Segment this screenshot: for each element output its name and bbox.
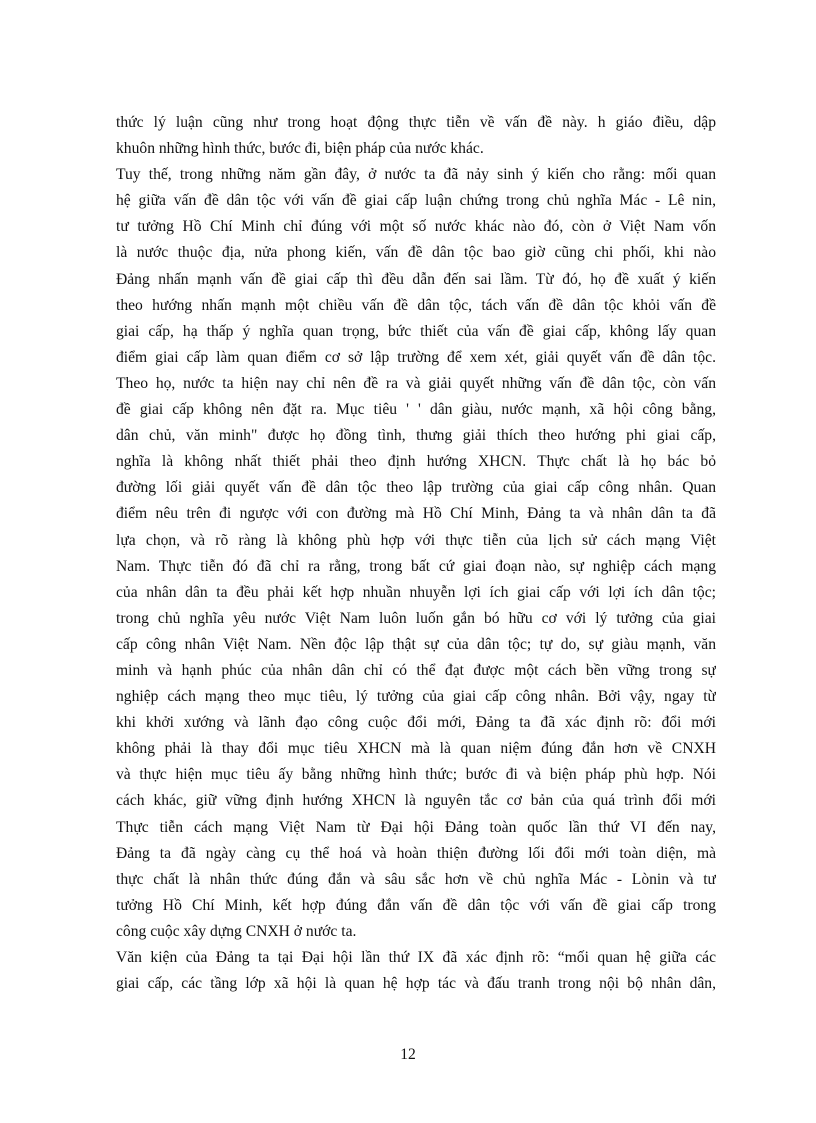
text-line: là nước thuộc địa, nửa phong kiến, vấn đề dân tộc bao giờ cũng chi phối, khi nào xyxy=(116,244,716,262)
text-line: Theo họ, nước ta hiện nay chỉ nên đề ra và giải quyết những vấn đề dân tộc, còn vấn xyxy=(116,374,716,392)
text-line: Văn kiện của Đảng ta tại Đại hội lần thứ IX đã xác định rõ: “mối quan hệ giữa các xyxy=(116,949,716,966)
text-line: Nam. Thực tiễn đó đã chỉ ra rằng, trong bất cứ giai đoạn nào, sự nghiệp cách mạng xyxy=(116,557,716,575)
text-line: Đảng nhấn mạnh vấn đề giai cấp thì đều dẫn đến sai lầm. Từ đó, họ đề xuất ý kiến xyxy=(116,270,716,288)
text-line: lựa chọn, và rõ ràng là không phù hợp với thực tiễn của lịch sử cách mạng Việt xyxy=(116,531,716,549)
text-line: và thực hiện mục tiêu ấy bằng những hình thức; bước đi và biện pháp phù hợp. Nói xyxy=(116,766,716,784)
text-line: của nhân dân ta đều phải kết hợp nhuần nhuyễn lợi ích giai cấp với lợi ích dân tộc; xyxy=(116,583,716,601)
text-line: dân chủ, văn minh" được họ đồng tình, thưng giải thích theo hướng phi giai cấp, xyxy=(116,427,716,445)
text-line: Tuy thế, trong những năm gần đây, ở nước ta đã nảy sinh ý kiến cho rằng: mối quan xyxy=(116,166,716,184)
text-line: khi khởi xướng và lãnh đạo công cuộc đổi mới, Đảng ta đã xác định rõ: đổi mới xyxy=(116,714,716,732)
text-line: giai cấp, các tầng lớp xã hội là quan hệ hợp tác và đấu tranh trong nội bộ nhân dân, xyxy=(116,975,716,993)
text-line: trong chủ nghĩa yêu nước Việt Nam luôn luốn gắn bó hữu cơ với lý tưởng của giai xyxy=(116,609,716,627)
text-line: Thực tiễn cách mạng Việt Nam từ Đại hội Đảng toàn quốc lần thứ VI đến nay, xyxy=(116,818,716,836)
text-line: theo hướng nhấn mạnh một chiều vấn đề dân tộc, tách vấn đề dân tộc khỏi vấn đề xyxy=(116,296,716,314)
text-line: cách khác, giữ vững định hướng XHCN là nguyên tắc cơ bản của quá trình đổi mới xyxy=(116,792,716,810)
text-line: khuôn những hình thức, bước đi, biện pháp của nước khác. xyxy=(116,140,484,158)
text-line: cấp công nhân Việt Nam. Nền độc lập thật sự của dân tộc; tự do, sự giàu mạnh, văn xyxy=(116,635,716,653)
page-number: 12 xyxy=(400,1046,416,1063)
text-line: Đảng ta đã ngày càng cụ thể hoá và hoàn thiện đường lối đổi mới toàn diện, mà xyxy=(116,844,716,862)
text-line: minh và hạnh phúc của nhân dân chỉ có thể đạt được một cách bền vững trong sự xyxy=(116,661,716,679)
text-line: đề giai cấp không nên đặt ra. Mục tiêu ' ' dân giàu, nước mạnh, xã hội công bằng, xyxy=(116,401,716,419)
text-line: giai cấp, hạ thấp ý nghĩa quan trọng, bức thiết của vấn đề giai cấp, không lấy quan xyxy=(116,322,716,340)
text-line: tưởng Hồ Chí Minh, kết hợp đúng đắn vấn đề dân tộc với vấn đề giai cấp trong xyxy=(116,896,716,914)
text-line: không phải là thay đổi mục tiêu XHCN mà là quan niệm đúng đắn hơn về CNXH xyxy=(116,740,716,758)
text-line: điểm giai cấp làm quan điểm cơ sở lập trường để xem xét, giải quyết vấn đề dân tộc. xyxy=(116,348,716,366)
text-line: hệ giữa vấn đề dân tộc với vấn đề giai cấp luận chứng trong chủ nghĩa Mác - Lê nin, xyxy=(116,192,716,210)
text-line: đường lối giải quyết vấn đề dân tộc theo lập trường của giai cấp công nhân. Quan xyxy=(116,479,716,497)
text-line: thức lý luận cũng như trong hoạt động thực tiễn về vấn đề này. h giáo điều, dập xyxy=(116,114,716,131)
text-line: thực chất là nhân thức đúng đắn và sâu sắc hơn về chủ nghĩa Mác - Lònin và tư xyxy=(116,870,716,888)
text-line: điểm nêu trên đi ngược với con đường mà Hồ Chí Minh, Đảng ta và nhân dân ta đã xyxy=(116,505,716,523)
text-line: tư tưởng Hồ Chí Minh chỉ đúng với một số nước khác nào đó, còn ở Việt Nam vốn xyxy=(116,218,716,236)
text-line: nghiệp cách mạng theo mục tiêu, lý tưởng của giai cấp công nhân. Bởi vậy, ngay từ xyxy=(116,688,716,706)
text-line: nghĩa là không nhất thiết phải theo định hướng XHCN. Thực chất là họ bác bỏ xyxy=(116,453,716,471)
text-line: công cuộc xây dựng CNXH ở nước ta. xyxy=(116,922,357,940)
body-text xyxy=(116,110,716,997)
